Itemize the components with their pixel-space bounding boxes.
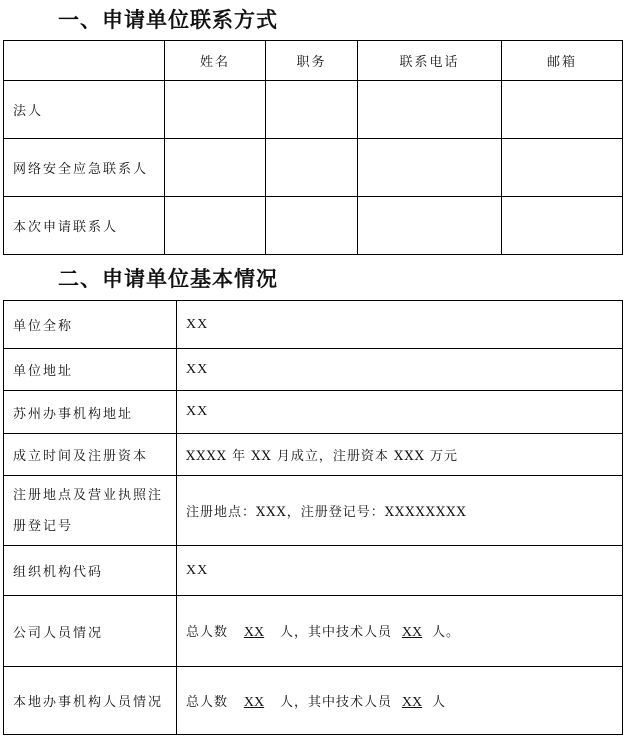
staff-total-prefix: 总人数	[186, 694, 229, 710]
row-label-legal: 法人	[4, 81, 165, 139]
info-row	[4, 391, 623, 434]
section2-heading: 二、申请单位基本情况	[58, 267, 278, 291]
basic-info-table	[3, 300, 623, 735]
staff-middle-text: 人，其中技术人员	[280, 625, 393, 640]
info-row-staff-company	[4, 596, 623, 667]
info-value[interactable]: XX	[177, 301, 623, 349]
cell-email[interactable]	[502, 139, 623, 197]
cell-position[interactable]	[266, 197, 358, 255]
info-label: 成立时间及注册资本	[4, 434, 177, 476]
info-row	[4, 434, 623, 476]
header-empty	[4, 41, 165, 81]
contact-header-row	[4, 41, 623, 81]
header-position: 职务	[266, 41, 358, 81]
cell-position[interactable]	[266, 139, 358, 197]
info-label: 注册地点及营业执照注册登记号	[4, 476, 177, 546]
info-row	[4, 546, 623, 596]
header-name: 姓名	[165, 41, 266, 81]
cell-name[interactable]	[165, 81, 266, 139]
staff-tech-field[interactable]: XX	[401, 694, 423, 710]
staff-total-field[interactable]: XX	[243, 694, 265, 710]
section1-heading: 一、申请单位联系方式	[58, 8, 278, 32]
cell-email[interactable]	[502, 81, 623, 139]
info-row	[4, 476, 623, 546]
contact-row-applicant	[4, 197, 623, 255]
info-value[interactable]: XX	[177, 546, 623, 596]
info-label: 单位全称	[4, 301, 177, 349]
info-value[interactable]: 注册地点：XXX，注册登记号：XXXXXXXX	[177, 476, 623, 546]
row-label-emergency: 网络安全应急联系人	[4, 139, 165, 197]
cell-phone[interactable]	[358, 197, 502, 255]
info-value[interactable]: XX	[177, 391, 623, 434]
cell-position[interactable]	[266, 81, 358, 139]
info-label: 本地办事机构人员情况	[4, 667, 177, 735]
cell-email[interactable]	[502, 197, 623, 255]
info-value[interactable]: XX	[177, 349, 623, 391]
info-value	[177, 596, 623, 667]
info-row	[4, 301, 623, 349]
cell-name[interactable]	[165, 139, 266, 197]
info-value[interactable]: XXXX 年 XX 月成立，注册资本 XXX 万元	[177, 434, 623, 476]
staff-middle-text: 人，其中技术人员	[280, 694, 393, 710]
cell-phone[interactable]	[358, 139, 502, 197]
contact-row-emergency	[4, 139, 623, 197]
info-label: 公司人员情况	[4, 596, 177, 667]
staff-suffix: 人	[432, 694, 447, 710]
staff-suffix: 人。	[432, 625, 461, 640]
header-phone: 联系电话	[358, 41, 502, 81]
info-value	[177, 667, 623, 735]
contact-row-legal	[4, 81, 623, 139]
info-label: 组织机构代码	[4, 546, 177, 596]
staff-tech-field[interactable]: XX	[401, 625, 423, 640]
info-row	[4, 349, 623, 391]
staff-total-prefix: 总人数	[186, 625, 229, 640]
row-label-applicant: 本次申请联系人	[4, 197, 165, 255]
info-label: 苏州办事机构地址	[4, 391, 177, 434]
contact-table	[3, 40, 623, 255]
info-label: 单位地址	[4, 349, 177, 391]
staff-total-field[interactable]: XX	[243, 625, 265, 640]
cell-phone[interactable]	[358, 81, 502, 139]
header-email: 邮箱	[502, 41, 623, 81]
info-row-staff-local	[4, 667, 623, 735]
cell-name[interactable]	[165, 197, 266, 255]
